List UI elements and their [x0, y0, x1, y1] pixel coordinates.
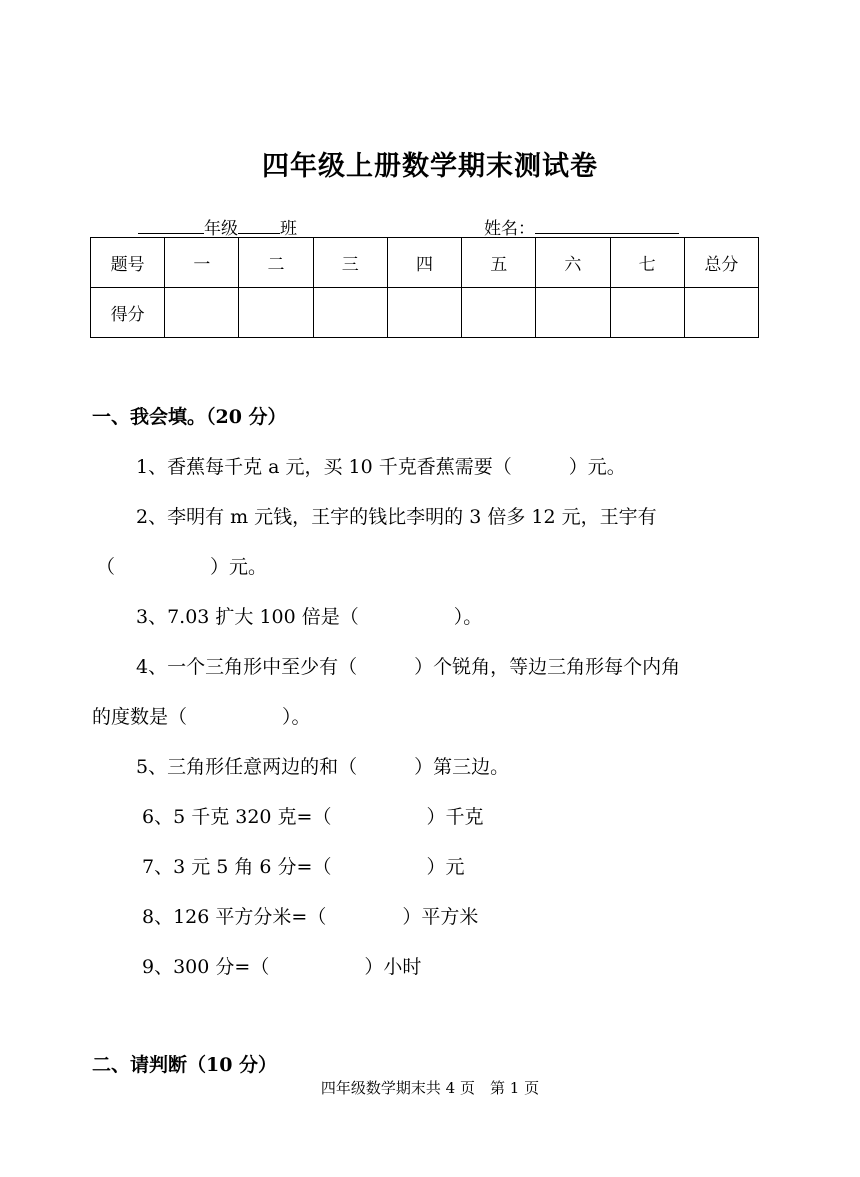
score-cell	[165, 288, 239, 338]
page-title: 四年级上册数学期末测试卷	[262, 151, 598, 182]
section-two-heading: 二、请判断（10 分）	[92, 1054, 278, 1076]
score-row-label: 得分	[91, 288, 165, 338]
question-3: 3、7.03 扩大 100 倍是（ ）。	[136, 606, 483, 628]
page-footer: 四年级数学期末共 4 页 第 1 页	[320, 1079, 540, 1097]
header-cell: 一	[165, 238, 239, 288]
section-one-heading: 一、我会填。（20 分）	[92, 406, 287, 428]
score-table-score-row	[91, 288, 759, 338]
score-cell	[610, 288, 684, 338]
header-cell: 七	[610, 238, 684, 288]
class-blank	[238, 217, 280, 234]
header-cell: 题号	[91, 238, 165, 288]
score-table-header-row	[91, 238, 759, 288]
header-cell: 二	[239, 238, 313, 288]
score-cell	[462, 288, 536, 338]
question-4-continued: 的度数是（ ）。	[92, 706, 311, 728]
question-2-continued: （ ）元。	[96, 556, 268, 578]
class-label: 班	[280, 219, 297, 239]
score-cell	[313, 288, 387, 338]
score-cell	[387, 288, 461, 338]
score-cell	[684, 288, 758, 338]
question-7: 7、3 元 5 角 6 分=（ ）元	[142, 856, 465, 878]
name-line	[484, 214, 679, 239]
question-8: 8、126 平方分米=（ ）平方米	[142, 906, 479, 928]
grade-blank	[138, 217, 204, 234]
question-1: 1、香蕉每千克 a 元，买 10 千克香蕉需要（ ）元。	[136, 456, 626, 478]
header-cell: 六	[536, 238, 610, 288]
grade-label: 年级	[204, 219, 238, 239]
name-blank	[535, 217, 679, 234]
score-table	[90, 237, 759, 338]
header-cell: 总分	[684, 238, 758, 288]
question-4: 4、一个三角形中至少有（ ）个锐角，等边三角形每个内角	[136, 656, 681, 678]
grade-class-line	[138, 214, 297, 239]
question-2: 2、李明有 m 元钱，王宇的钱比李明的 3 倍多 12 元，王宇有	[136, 506, 657, 528]
name-label: 姓名：	[484, 219, 535, 239]
score-cell	[536, 288, 610, 338]
question-5: 5、三角形任意两边的和（ ）第三边。	[136, 756, 510, 778]
question-9: 9、300 分=（ ）小时	[142, 956, 422, 978]
header-cell: 五	[462, 238, 536, 288]
question-6: 6、5 千克 320 克=（ ）千克	[142, 806, 484, 828]
score-cell	[239, 288, 313, 338]
header-cell: 四	[387, 238, 461, 288]
header-cell: 三	[313, 238, 387, 288]
